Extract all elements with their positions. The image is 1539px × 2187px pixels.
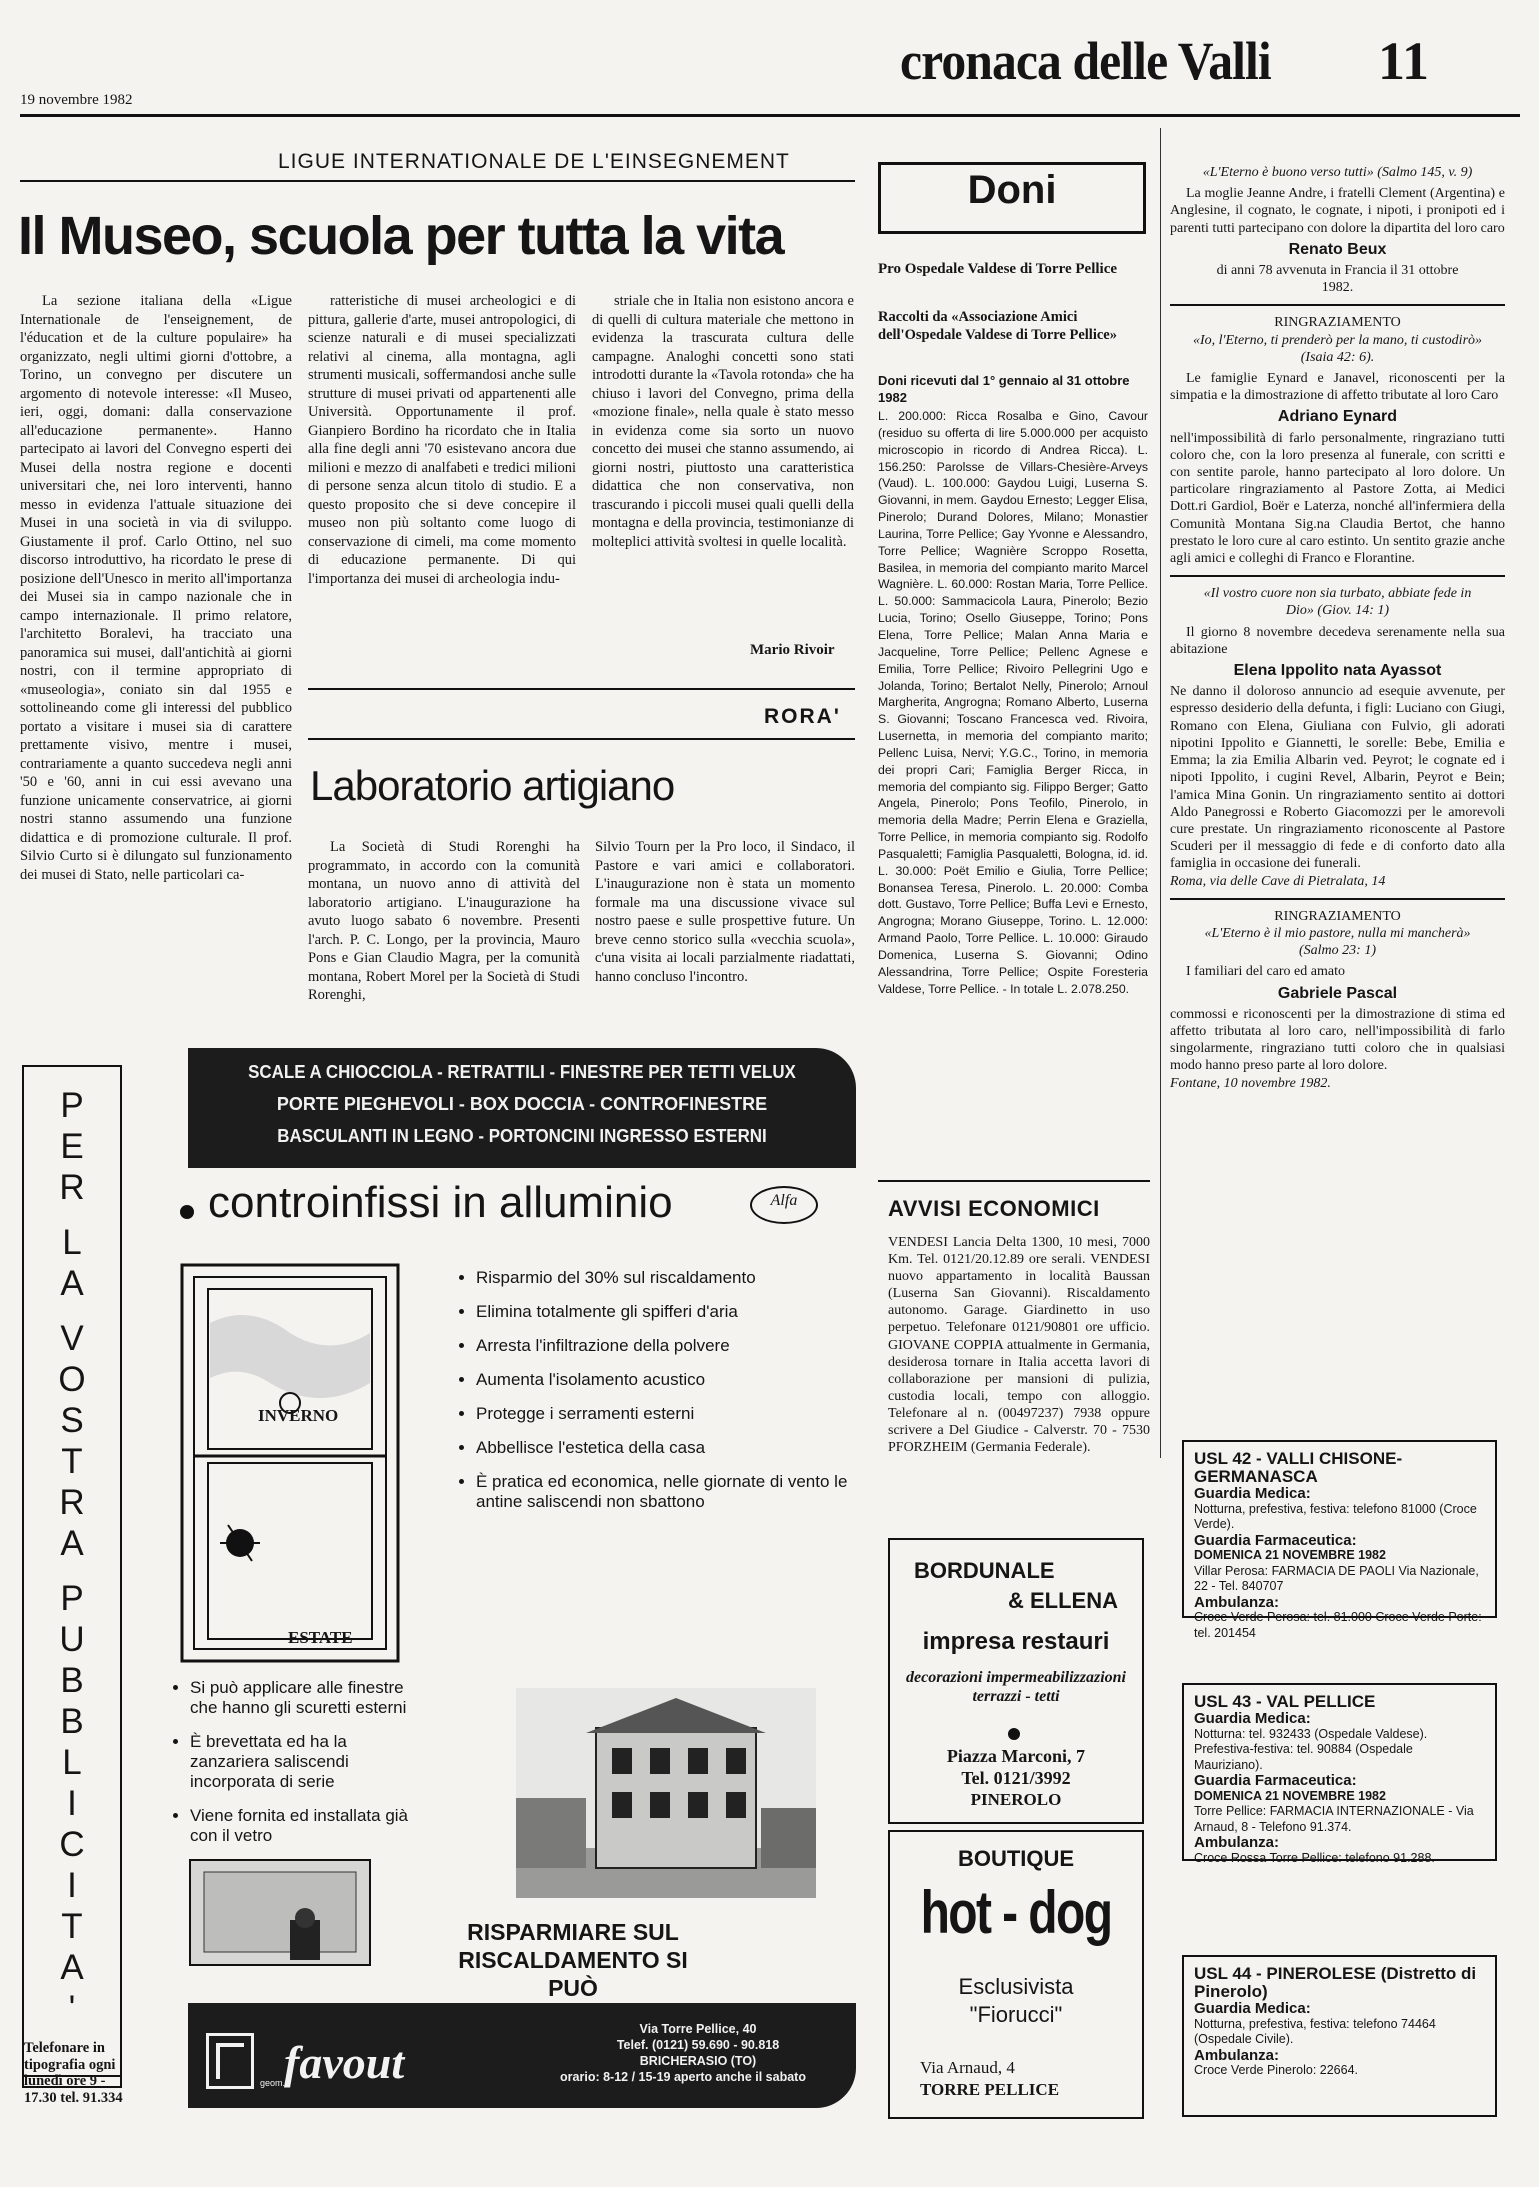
doni-list: L. 200.000: Ricca Rosalba e Gino, Cavour (residuo su offerta di lire 5.000.000 per acquisto microscopio in ricordo di Andrea Ricca). L. 156.250: Parolsse de Villars-Chesière-Arveys (Vaud). L. 100.000: Gaydou Luigi, Luserna S. Giovanni, in mem. Gaydou Ernesto; Legger Elisa, Pinerolo; Durand Dolores, Milano; Monastier Laurina, Torre Pellice; Gay Yvonne e Alessandro, Torre Pellice; Wagnière Scroppo Rosetta, Basilea, in memoria del compianto marito Marcel Wagnière. L. 60.000: Rostan Maria, Torre Pellice. L. 50.000: Sammacicola Laura, Pinerolo; Bezio Lucia, Torino; Osello Giuseppe, Torino; Pons Elena, Torre Pellice; Malan Anna Maria e Jacqueline, Torre Pellice; Pellenc Agnese e Emilia, Torre Pellice; Rivoiro Pellegrini Ugo e Jolanda, Torino; Bertalot Nelly, Pinerolo; Arnoul Margherita, Angrogna; Romano Alberto, Luserna S. Giovanni; Toscano Francesca ved. Rivoira, Lusernetta, in memoria del compianto marito; Pellenc Luisa, Nervi; Y.G.C., Torino, in memoria dei propri Cari; Famiglia Berger Ricca, in memoria del compianto sig. Filippo Berger; Gatto Angela, Pinerolo; Pons Teofilo, Pinerolo, in memoria della Madre; Perrin Elena e Graziella, Torre Pellice, in memoria compianto sig. Rodolfo Pasqualetti; Famiglia Pasqualetti, Bologna, id. id. L. 30.000: Poët Emilio e Giulia, Torre Pellice; Bonansea Teresa, Pinerolo. L. 20.000: Comba dott. Gustavo, Torre Pellice; Buffa Levi e Ernesto, Angrogna; Morano Giuseppe, Torino. L. 12.000: Armand Paolo, Torre Pellice. L. 10.000: Giraudo Domenica, Luserna S. Giovanni; Odino Alessandrina, Torre Pellice; Ospite Foresteria Valdese, Torre Pellice. - In totale L. 2.078.250. xyxy=(878,409,1148,996)
article-text: striale che in Italia non esistono ancora e di quelli di cultura materiale che mettono in evidenza la trascurata cultura delle campagne. Analoghi concetti sono stati introdotti durante la «Tavola rotonda» che ha chiuso i lavori del Convegno, prima della «mozione finale», nella quale è stato messo in evidenza come sia sorto un nuovo concetto dei musei che stanno assumendo, ai giorni nostri, piuttosto una caratteristica didattica che non conservativa, non trascurando i piccoli musei quali quelli della montagna e della provincia, testimonianze di molteplici attività svoltesi in quelle località. xyxy=(592,293,854,550)
boutique-line-2: "Fiorucci" xyxy=(969,2002,1063,2027)
usl-date: DOMENICA 21 NOVEMBRE 1982 xyxy=(1194,1548,1386,1562)
obituary-divider xyxy=(1170,898,1505,900)
usl-42-box xyxy=(1182,1440,1497,1640)
doni-period: Doni ricevuti dal 1° gennaio al 31 ottobre 1982 xyxy=(878,373,1130,405)
favout-bullet: • È brevettata ed ha la zanzariera saliscendi incorporata di serie xyxy=(190,1732,420,1792)
rora-col-2 xyxy=(595,838,855,1028)
obituary-quote: «L'Eterno è il mio pastore, nulla mi mancherà» (Salmo 23: 1) xyxy=(1204,925,1471,959)
favout-ad xyxy=(138,1048,856,2108)
window-illustration xyxy=(180,1263,400,1663)
favout-bullet: • Viene fornita ed installata già con il vetro xyxy=(190,1806,420,1846)
favout-bullet: • Elimina totalmente gli spifferi d'aria xyxy=(476,1302,866,1322)
usl-heading: Guardia Medica: xyxy=(1194,2000,1311,2017)
favout-bullet: • Si può applicare alle finestre che hanno gli scuretti esterni xyxy=(190,1678,420,1718)
usl-heading: Ambulanza: xyxy=(1194,1834,1280,1851)
article-text: ratteristiche di musei archeologici e di pittura, gallerie d'arte, musei antropologici, di scienze naturali e di musei specializzati relativi al cinema, alla montagna, agli strumenti musicali, soffermandosi anche sulle strutture di musei privati od appartenenti alle Università. Opportunamente il prof. Gianpiero Bordino ha ricordato che in Italia alla fine degli anni '70 esistevano ancora due milioni e mezzo di analfabeti e tredici milioni di persone senza alcun titolo di studio. E a questo proposito che si deve concepire il museo non più soltanto come luogo di conservazione di cimeli, ma come momento di educazione permanente. Di qui l'importanza dei musei di archeologia indu- xyxy=(308,293,576,587)
article-col-2 xyxy=(308,292,576,662)
bordunale-city: PINEROLO xyxy=(970,1790,1062,1809)
boutique-ad xyxy=(888,1830,1144,2119)
doni-title: Doni xyxy=(967,168,1057,212)
usl-text: Notturna, prefestiva, festiva: telefono 81000 (Croce Verde). xyxy=(1194,1501,1477,1531)
obituary-footer: Roma, via delle Cave di Pietralata, 14 xyxy=(1170,873,1386,889)
favout-bullets-2 xyxy=(172,1678,420,1860)
bordunale-ad xyxy=(888,1538,1144,1824)
favout-banner-line: PORTE PIEGHEVOLI - BOX DOCCIA - CONTROFINESTRE xyxy=(276,1094,768,1114)
favout-bullet: • Risparmio del 30% sul riscaldamento xyxy=(476,1268,866,1288)
boutique-label: BOUTIQUE xyxy=(957,1846,1075,1871)
summer-label: ESTATE xyxy=(288,1628,353,1647)
usl-heading: Guardia Farmaceutica: xyxy=(1194,1531,1357,1549)
bordunale-tel: Tel. 0121/3992 xyxy=(961,1768,1071,1788)
obituary-footer: Fontane, 10 novembre 1982. xyxy=(1170,1075,1331,1091)
column-divider xyxy=(1160,128,1161,1458)
obituary-heading: RINGRAZIAMENTO xyxy=(1274,315,1401,331)
avvisi-text: VENDESI Lancia Delta 1300, 10 mesi, 7000 Km. Tel. 0121/20.12.89 ore serali. VENDESI nuovo appartamento in località Baussan (Luserna San Giovanni). Riscaldamento autonomo. Garage. Giardinetto in uso perpetuo. Telefonare 0121/90801 ore ufficio. GIOVANE COPPIA attualmente in Germania, desiderosa tornare in Italia accetta lavori di collaborazione per mansioni di pulizia, custodia locali, tempo con alloggio. Telefonare al n. (00497237) 7938 oppure scrivere a Del Giudice - Calverstr. 70 - 7530 PFORZHEIM (Germania Federale). xyxy=(888,1235,1150,1456)
rora-col-1 xyxy=(308,838,580,1028)
obituaries-column xyxy=(1170,164,1505,1092)
usl-text: Croce Verde Pinerolo: 22664. xyxy=(1194,2063,1358,2077)
usl-text: Villar Perosa: FARMACIA DE PAOLI Via Nazionale, 22 - Tel. 840707 xyxy=(1194,1563,1479,1593)
doni-subtitle: Pro Ospedale Valdese di Torre Pellice xyxy=(878,261,1118,277)
rora-rule xyxy=(308,738,855,740)
newspaper-title: cronaca delle Valli xyxy=(900,31,1271,91)
usl-title: USL 43 - VAL PELLICE xyxy=(1194,1692,1376,1711)
usl-44-box xyxy=(1182,1955,1497,2117)
article-headline: Il Museo, scuola per tutta la vita xyxy=(18,206,784,266)
usl-text: Torre Pellice: FARMACIA INTERNAZIONALE - Via Arnaud, 8 - Telefono 91.374. xyxy=(1194,1804,1474,1834)
boutique-line-1: Esclusivista xyxy=(958,1974,1074,1999)
favout-logo-mark xyxy=(216,2043,244,2079)
favout-bullet: • È pratica ed economica, nelle giornate di vento le antine saliscendi non sbattono xyxy=(476,1472,866,1512)
kicker-rule xyxy=(20,180,855,182)
bordunale-address: Piazza Marconi, 7 xyxy=(946,1746,1086,1766)
favout-banner-line: BASCULANTI IN LEGNO - PORTONCINI INGRESSO ESTERNI xyxy=(277,1126,767,1146)
favout-hours: orario: 8-12 / 15-19 aperto anche il sabato xyxy=(560,2070,806,2084)
obituary-divider xyxy=(1170,575,1505,577)
usl-43-box xyxy=(1182,1683,1497,1865)
usl-heading: Guardia Medica: xyxy=(1194,1710,1311,1727)
winter-label: INVERNO xyxy=(258,1406,339,1425)
favout-slogan: RISPARMIARE SUL RISCALDAMENTO SI PUÒ xyxy=(458,1919,688,2001)
article-author: Mario Rivoir xyxy=(750,642,835,658)
obituary-name: Renato Beux xyxy=(1288,240,1387,258)
usl-date: DOMENICA 21 NOVEMBRE 1982 xyxy=(1194,1788,1386,1803)
favout-tel: Telef. (0121) 59.690 - 90.818 xyxy=(616,2038,780,2052)
usl-heading: Ambulanza: xyxy=(1194,1593,1280,1611)
bullet-dot xyxy=(180,1205,194,1219)
rora-headline: Laboratorio artigiano xyxy=(310,762,675,809)
obituary-text: I familiari del caro ed amato xyxy=(1186,964,1345,980)
article-kicker: LIGUE INTERNATIONALE DE L'EINSEGNEMENT xyxy=(278,150,790,173)
favout-banner-line: SCALE A CHIOCCIOLA - RETRATTILI - FINESTRE PER TETTI VELUX xyxy=(248,1062,796,1082)
boutique-address: Via Arnaud, 4 xyxy=(920,2058,1015,2077)
usl-heading: Guardia Farmaceutica: xyxy=(1194,1772,1357,1789)
favout-brand-prefix: geom. xyxy=(260,2078,286,2088)
obituary-quote: «Io, l'Eterno, ti prenderò per la mano, ti custodirò» (Isaia 42: 6). xyxy=(1192,332,1483,365)
bordunale-name-1: BORDUNALE xyxy=(914,1558,1055,1583)
obituary-footer: di anni 78 avvenuta in Francia il 31 ottobre 1982. xyxy=(1216,263,1459,296)
obituary-text: Ne danno il doloroso annuncio ad esequie avvenute, per espresso desiderio della defunta, i figli: Luciano con Giugi, Romano con Elena, Giuliana con Fulvio, gli adorati nipotini Ippolito e Giannetti, le sorelle: Bebe, Emilia e Emma; la zia Emilia Albarin ved. Peyrot; le cognate ed i nipoti Ippolito, i cugini Revel, Albarin, Peyrot e Bein; l'amica Mina Gonin. Un ringraziamento sentito ai dottori Aldo Panegrossi e Roberto Giacomozzi per le amorevoli cure prestate. Un ringraziamento riconoscente al Pastore Scuderi per il messaggio di fede e di conforto dato alla famiglia in occasione dei funerali. xyxy=(1170,684,1505,872)
favout-bullet: • Abbellisce l'estetica della casa xyxy=(476,1438,866,1458)
page-number: 11 xyxy=(1378,31,1430,91)
bullet-dot xyxy=(1008,1728,1020,1740)
avvisi-title: AVVISI ECONOMICI xyxy=(888,1196,1100,1221)
favout-headline: controinfissi in alluminio xyxy=(208,1178,673,1227)
advertise-contact: Telefonare in tipografia ogni lunedì ore 9 - 17.30 tel. 91.334 xyxy=(24,2040,123,2106)
usl-heading: Guardia Medica: xyxy=(1194,1485,1311,1502)
issue-date: 19 novembre 1982 xyxy=(20,92,133,108)
favout-city: BRICHERASIO (TO) xyxy=(639,2054,757,2068)
boutique-name: hot - dog xyxy=(920,1879,1112,1946)
obituary-quote: «Il vostro cuore non sia turbato, abbiate fede in Dio» (Giov. 14: 1) xyxy=(1203,586,1472,619)
bordunale-name-2: & ELLENA xyxy=(1008,1588,1118,1613)
obituary-text: nell'impossibilità di farlo personalmente, ringraziano tutti coloro che, con la loro presenza al funerale, con scritti e con sentite parole, hanno partecipato al loro dolore. Un particolare ringraziamento al Pastore Zotta, ai Medici Dott.ri Gardiol, Boër e Laterza, nonché all'infermiera della Comunità Montana Sig.na Claudia Bertot, che hanno prestato le loro cure al caro estinto. Un sentito grazie anche agli amici e colleghi di Franco e Florantine. xyxy=(1170,430,1505,567)
obituary-name: Gabriele Pascal xyxy=(1277,984,1398,1002)
rora-kicker: RORA' xyxy=(764,705,841,728)
obituary-text: commossi e riconoscenti per la dimostrazione di stima ed affetto tributata al loro caro, nell'impossibilità di farlo singolarmente, ringraziano tutti coloro che in qualsiasi modo hanno preso parte al loro dolore. xyxy=(1170,1006,1505,1074)
obituary-text: Il giorno 8 novembre decedeva serenamente nella sua abitazione xyxy=(1170,624,1505,657)
usl-text: Notturna, prefestiva, festiva: telefono 74464 (Ospedale Civile). xyxy=(1194,2016,1436,2046)
favout-bullet: • Aumenta l'isolamento acustico xyxy=(476,1370,866,1390)
usl-text: Notturna: tel. 932433 (Ospedale Valdese). Prefestiva-festiva: tel. 90884 (Ospedale Mauriziano). xyxy=(1194,1726,1428,1772)
window-person-photo xyxy=(190,1860,370,1965)
header-rule xyxy=(20,114,1520,117)
avvisi-rule-top xyxy=(878,1180,1150,1182)
alfa-logo-text: Alfa xyxy=(770,1192,798,1209)
article-text: La sezione italiana della «Ligue Internationale de l'enseignement, de l'éducation et de la culture populaire» ha organizzato, negli ultimi giorni d'ottobre, a Torino, un convegno per discutere un argomento di notevole interesse: «Il Museo, ieri, oggi, domani: dalla conservazione all'educazione permanente». Hanno partecipato ai lavori del Convegno esperti dei Musei della nostra regione e docenti universitari che, nei loro interventi, hanno messo in evidenza l'attuale situazione dei Musei in una società in via di sviluppo. Giustamente il prof. Carlo Ottino, nel suo discorso introduttivo, ha ricordato le prese di posizione dell'Unesco in merito all'importanza dei Musei sia in campo nazionale che in campo internazionale. Il primo relatore, l'architetto Boralevi, ha tracciato una panoramica sui musei, dall'antichità ai giorni nostri, con il termine appropriato di «museologia», coniato sin dal 1955 e sottolineando come gli interessi del pubblico portato a visitare i musei sia di carattere prettamente visivo, mentre i musei, contrariamente a quanto succedeva negli anni '50 e '60, anni in cui essi avevano una funzione unicamente conservatrice, ai giorni nostri stanno assumendo una funzione didattica e di promozione culturale. Il prof. Silvio Curto si è dilungato sul funzionamento dei musei di Stato, nelle particolari ca- xyxy=(20,293,292,883)
favout-bullet: • Protegge i serramenti esterni xyxy=(476,1404,866,1424)
article-col-1 xyxy=(20,292,292,1027)
house-photo xyxy=(516,1688,816,1898)
favout-bullets xyxy=(458,1268,866,1526)
usl-heading: Ambulanza: xyxy=(1194,2046,1280,2064)
obituary-text: La moglie Jeanne Andre, i fratelli Clement (Argentina) e Anglesine, il cognato, le cognate, i nipoti, i pronipoti ed i parenti tutti partecipano con dolore la dipartita del loro caro xyxy=(1170,186,1505,236)
favout-brand: favout xyxy=(284,2037,405,2088)
obituary-text: Le famiglie Eynard e Janavel, riconoscenti per la simpatia e la dimostrazione di affetto tributate al loro Caro xyxy=(1170,371,1505,404)
bordunale-services: decorazioni impermeabilizzazioni terrazzi - tetti xyxy=(905,1669,1126,1705)
usl-title: USL 44 - PINEROLESE (Distretto di Pinerolo) xyxy=(1194,1964,1477,2001)
usl-text: Croce Rossa Torre Pellice: telefono 91.288. xyxy=(1194,1850,1435,1865)
doni-intro: Raccolti da «Associazione Amici dell'Ospedale Valdese di Torre Pellice» xyxy=(878,309,1117,343)
obituary-heading: RINGRAZIAMENTO xyxy=(1274,908,1401,924)
favout-address: Via Torre Pellice, 40 xyxy=(639,2022,757,2036)
usl-title: USL 42 - VALLI CHISONE-GERMANASCA xyxy=(1194,1449,1403,1486)
bordunale-tagline: impresa restauri xyxy=(922,1628,1110,1655)
rora-text: Silvio Tourn per la Pro loco, il Sindaco, il Pastore e vari amici e collaboratori. L'inaugurazione non è stata un momento formale ma una discussione vivace sul nostro paese e sulle prospettive future. Un breve cenno storico sulla «vecchia scuola», c'una visita ai locali parzialmente riadattati, hanno concluso l'incontro. xyxy=(595,839,855,985)
obituary-name: Adriano Eynard xyxy=(1277,408,1398,426)
obituary-divider xyxy=(1170,304,1505,306)
boutique-city: TORRE PELLICE xyxy=(920,2080,1060,2099)
advertise-vertical-text: P E R L A V O S T R A P U B B L I C I T A ' xyxy=(58,1086,86,2028)
obituary-name: Elena Ippolito nata Ayassot xyxy=(1233,662,1442,680)
usl-text: Croce Verde Perosa: tel. 81.000 Croce Verde Porte: tel. 201454 xyxy=(1194,1610,1482,1640)
favout-bullet: • Arresta l'infiltrazione della polvere xyxy=(476,1336,866,1356)
rora-text: La Società di Studi Rorenghi ha programmato, in accordo con la comunità montana, un nuovo anno di attività del laboratorio artigiano. L'inaugurazione ha avuto luogo sabato 6 novembre. Presenti l'arch. P. C. Longo, per la provincia, Mauro Pons e Gian Claudio Magra, per la comunità montana, Robert Morel per la Società di Studi Rorenghi, xyxy=(308,839,580,1003)
obituary-quote: «L'Eterno è buono verso tutti» (Salmo 145, v. 9) xyxy=(1202,165,1473,180)
article-col-3 xyxy=(592,292,854,637)
section-rule xyxy=(308,688,855,690)
advertise-box xyxy=(22,1065,122,2088)
